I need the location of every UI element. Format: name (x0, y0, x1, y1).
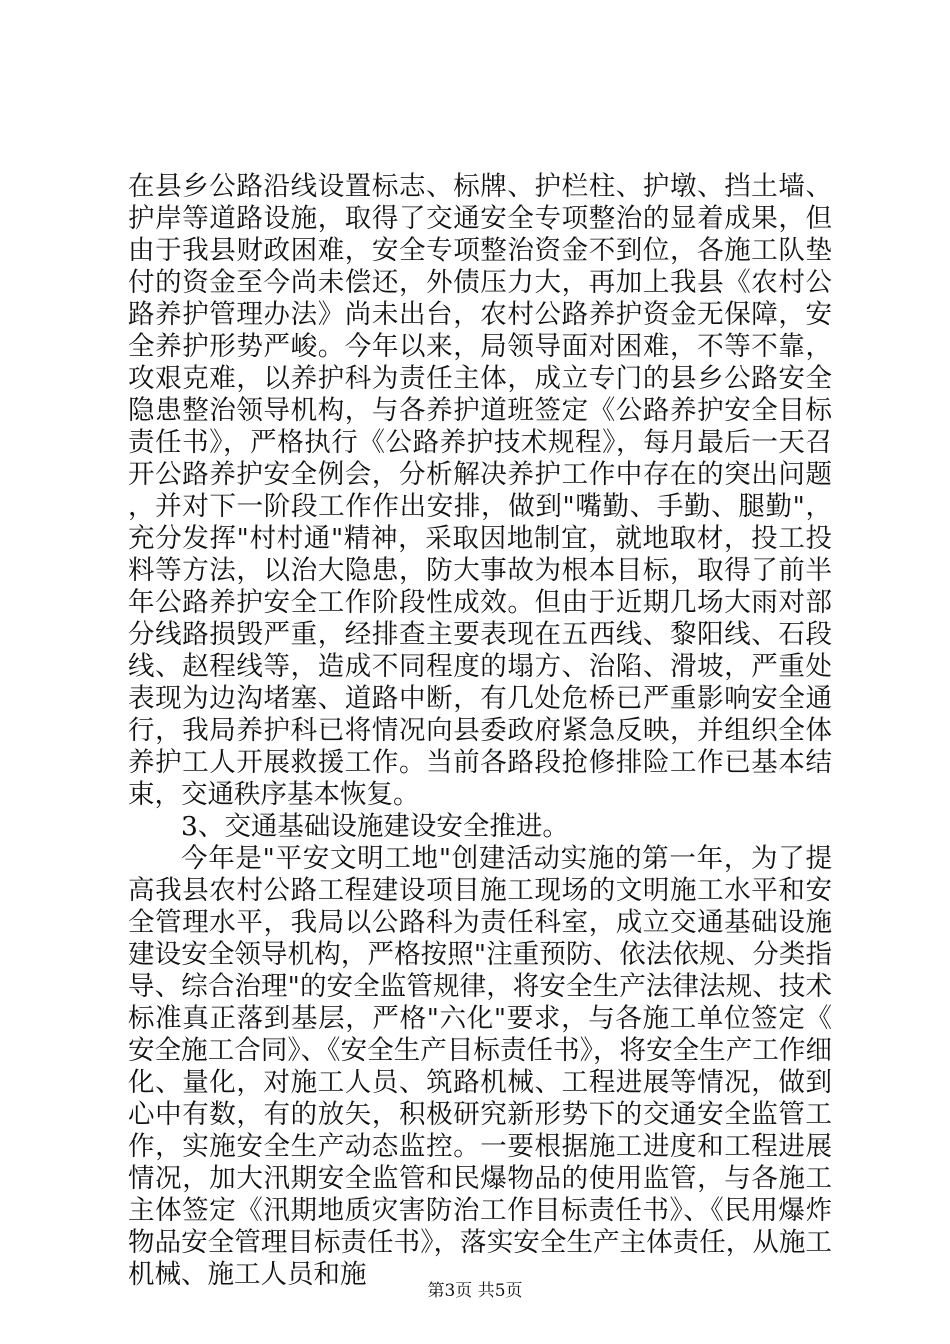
paragraph-maintenance-safety: 在县乡公路沿线设置标志、标牌、护栏柱、护墩、挡土墙、护岸等道路设施，取得了交通安全专项整治的显着成果，但由于我县财政困难，安全专项整治资金不到位，各施工队垫付的资金至今尚未偿还，外债压力大，再加上我县《农村公路养护管理办法》尚未出台，农村公路养护资金无保障，安全养护形势严峻。今年以来，局领导面对困难，不等不靠，攻艰克难，以养护科为责任主体，成立专门的县乡公路安全隐患整治领导机构，与各养护道班签定《公路养护安全目标责任书》，严格执行《公路养护技术规程》，每月最后一天召开公路养护安全例会，分析解决养护工作中存在的突出问题，并对下一阶段工作作出安排，做到"嘴勤、手勤、腿勤"，充分发挥"村村通"精神，采取因地制宜，就地取材，投工投料等方法，以治大隐患，防大事故为根本目标，取得了前半年公路养护安全工作阶段性成效。但由于近期几场大雨对部分线路损毁严重，经排查主要表现在五西线、黎阳线、石段线、赵程线等，造成不同程度的塌方、治陷、滑坡，严重处表现为边沟堵塞、道路中断，有几处危桥已严重影响安全通行，我局养护科已将情况向县委政府紧急反映，并组织全体养护工人开展救援工作。当前各路段抢修排险工作已基本结束，交通秩序基本恢复。 (128, 171, 832, 810)
page-footer: 第3页 共5页 (427, 1281, 523, 1301)
document-body (128, 171, 832, 1291)
section-heading-infrastructure: 3、交通基础设施建设安全推进。 (181, 811, 569, 842)
paragraph-infrastructure-safety: 今年是"平安文明工地"创建活动实施的第一年，为了提高我县农村公路工程建设项目施工现场的文明施工水平和安全管理水平，我局以公路科为责任科室，成立交通基础设施建设安全领导机构，严格按照"注重预防、依法依规、分类指导、综合治理"的安全监管规律，将安全生产法律法规、技术标准真正落到基层，严格"六化"要求，与各施工单位签定《安全施工合同》、《安全生产目标责任书》，将安全生产工作细化、量化，对施工人员、筑路机械、工程进展等情况，做到心中有数，有的放矢，积极研究新形势下的交通安全监管工作，实施安全生产动态监控。一要根据施工进度和工程进展情况，加大汛期安全监管和民爆物品的使用监管，与各施工主体签定《汛期地质灾害防治工作目标责任书》、《民用爆炸物品安全管理目标责任书》，落实安全生产主体责任，从施工机械、施工人员和施 (128, 843, 832, 1290)
